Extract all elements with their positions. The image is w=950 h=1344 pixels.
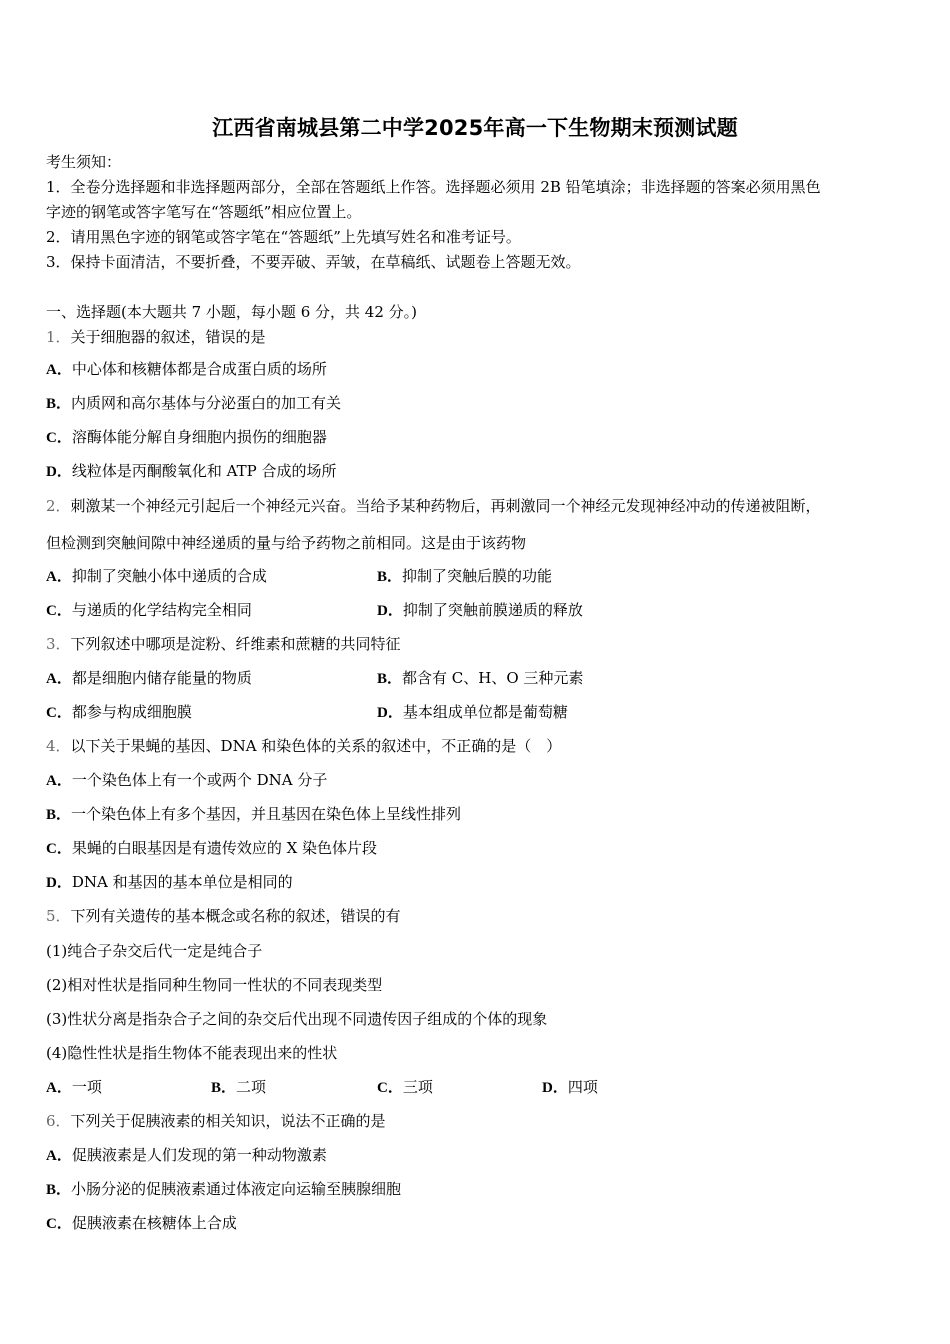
- q2-option-b[interactable]: B．抑制了突触后膜的功能: [377, 567, 553, 585]
- question-number: 1．: [46, 328, 71, 346]
- q5-statement-3: (3)性状分离是指杂合子之间的杂交后代出现不同遗传因子组成的个体的现象: [46, 1010, 548, 1028]
- question-text: 下列叙述中哪项是淀粉、纤维素和蔗糖的共同特征: [70, 635, 401, 653]
- question-text: 以下关于果蝇的基因、DNA 和染色体的关系的叙述中，不正确的是（ ）: [70, 737, 562, 755]
- q2-option-d[interactable]: D．抑制了突触前膜递质的释放: [377, 601, 583, 619]
- question-text: 下列关于促胰液素的相关知识，说法不正确的是: [70, 1112, 386, 1130]
- q4-option-d[interactable]: D．DNA 和基因的基本单位是相同的: [46, 873, 293, 891]
- q6-option-c[interactable]: C．促胰液素在核糖体上合成: [46, 1214, 237, 1232]
- exam-title: 江西省南城县第二中学2025年高一下生物期末预测试题: [212, 116, 738, 140]
- q5-option-b[interactable]: B．二项: [211, 1078, 267, 1096]
- notice-item-3: 3．保持卡面清洁，不要折叠，不要弄破、弄皱，在草稿纸、试题卷上答题无效。: [46, 253, 581, 271]
- question-number: 3．: [46, 635, 71, 653]
- q5-statement-4: (4)隐性性状是指生物体不能表现出来的性状: [46, 1044, 338, 1062]
- notice-item-2: 2．请用黑色字迹的钢笔或答字笔在“答题纸”上先填写姓名和准考证号。: [46, 228, 521, 246]
- q3-option-c[interactable]: C．都参与构成细胞膜: [46, 703, 192, 721]
- question-5-stem: [46, 906, 401, 926]
- q1-option-c[interactable]: C．溶酶体能分解自身细胞内损伤的细胞器: [46, 428, 327, 446]
- q6-option-a[interactable]: A．促胰液素是人们发现的第一种动物激素: [46, 1146, 327, 1164]
- q2-option-c[interactable]: C．与递质的化学结构完全相同: [46, 601, 252, 619]
- question-2-stem: [46, 496, 821, 516]
- question-text: 关于细胞器的叙述，错误的是: [70, 328, 266, 346]
- q5-option-a[interactable]: A．一项: [46, 1078, 102, 1096]
- q3-option-d[interactable]: D．基本组成单位都是葡萄糖: [377, 703, 568, 721]
- q5-option-d[interactable]: D．四项: [542, 1078, 598, 1096]
- q5-statement-2: (2)相对性状是指同种生物同一性状的不同表现类型: [46, 976, 383, 994]
- q4-option-b[interactable]: B．一个染色体上有多个基因，并且基因在染色体上呈线性排列: [46, 805, 462, 823]
- notice-heading: 考生须知：: [46, 153, 122, 171]
- q1-option-b[interactable]: B．内质网和高尔基体与分泌蛋白的加工有关: [46, 394, 342, 412]
- question-number: 4．: [46, 737, 71, 755]
- q3-option-b[interactable]: B．都含有 C、H、O 三种元素: [377, 669, 584, 687]
- q5-statement-1: (1)纯合子杂交后代一定是纯合子: [46, 942, 263, 960]
- question-text: 刺激某一个神经元引起后一个神经元兴奋。当给予某种药物后，再刺激同一个神经元发现神经冲动的传递被阻断，: [70, 497, 821, 515]
- q3-option-a[interactable]: A．都是细胞内储存能量的物质: [46, 669, 252, 687]
- question-2-stem-cont: 但检测到突触间隙中神经递质的量与给予药物之前相同。这是由于该药物: [46, 534, 527, 552]
- question-text: 下列有关遗传的基本概念或名称的叙述，错误的有: [70, 907, 401, 925]
- q4-option-c[interactable]: C．果蝇的白眼基因是有遗传效应的 X 染色体片段: [46, 839, 378, 857]
- question-3-stem: [46, 634, 401, 654]
- section-heading: 一、选择题(本大题共 7 小题，每小题 6 分，共 42 分。): [46, 303, 417, 321]
- q6-option-b[interactable]: B．小肠分泌的促胰液素通过体液定向运输至胰腺细胞: [46, 1180, 402, 1198]
- q4-option-a[interactable]: A．一个染色体上有一个或两个 DNA 分子: [46, 771, 328, 789]
- q5-option-c[interactable]: C．三项: [377, 1078, 433, 1096]
- question-6-stem: [46, 1111, 386, 1131]
- q1-option-a[interactable]: A．中心体和核糖体都是合成蛋白质的场所: [46, 360, 327, 378]
- q2-option-a[interactable]: A．抑制了突触小体中递质的合成: [46, 567, 267, 585]
- question-1-stem: [46, 327, 266, 347]
- question-number: 6．: [46, 1112, 71, 1130]
- question-number: 2．: [46, 497, 71, 515]
- question-number: 5．: [46, 907, 71, 925]
- question-4-stem: [46, 736, 561, 756]
- notice-item-1a: 1．全卷分选择题和非选择题两部分，全部在答题纸上作答。选择题必须用 2B 铅笔填涂；非选择题的答案必须用黑色: [46, 178, 821, 196]
- q1-option-d[interactable]: D．线粒体是丙酮酸氧化和 ATP 合成的场所: [46, 462, 337, 480]
- notice-item-1b: 字迹的钢笔或答字笔写在“答题纸”相应位置上。: [46, 203, 362, 221]
